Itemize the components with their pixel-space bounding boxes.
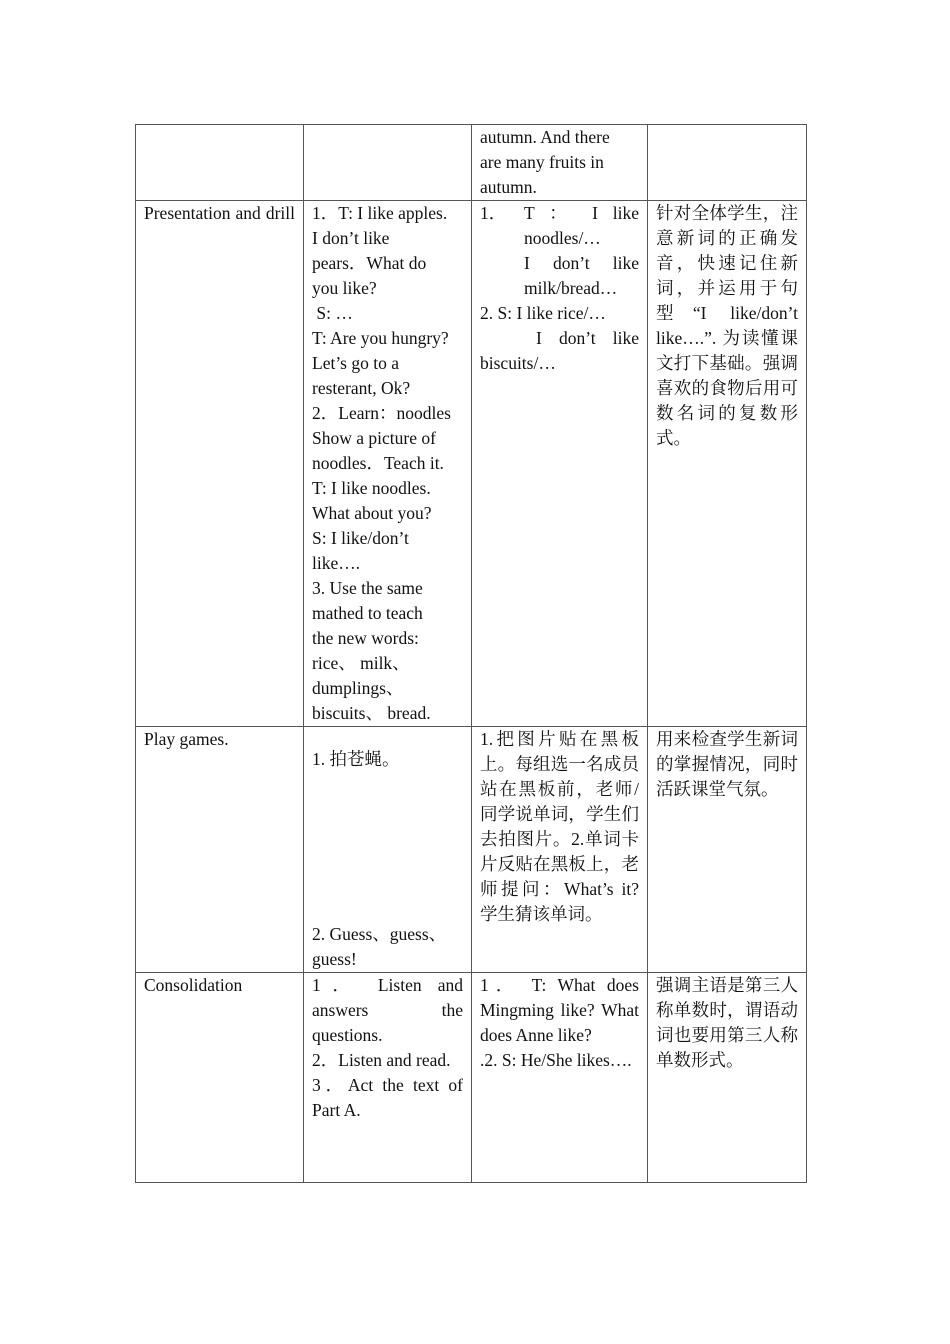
text-line: 1． Listen and answers the questions. (312, 975, 468, 1045)
teacher-cell (304, 125, 472, 201)
text-line: S: … (312, 303, 353, 323)
stage-cell: Consolidation (136, 973, 304, 1183)
stage-cell (136, 125, 304, 201)
table-row (136, 125, 807, 201)
text-line: What about you? (312, 503, 432, 523)
text-line: biscuits、 bread. (312, 703, 431, 723)
stage-cell: Presentation and drill (136, 201, 304, 727)
text-line: dumplings、 (312, 678, 404, 698)
student-cell: 1.把图片贴在黑板上。每组选一名成员站在黑板前，老师/ 同学说单词，学生们去拍图片。2.单词卡片反贴在黑板上，老师提问：What’s it? 学生猜该单词。 (472, 727, 648, 973)
text-line: the new words: (312, 628, 419, 648)
purpose-cell (648, 125, 807, 201)
table-row (136, 973, 807, 1183)
lesson-plan-table (135, 124, 807, 1183)
text-line: .2. S: He/She likes…. (480, 1050, 632, 1070)
teacher-cell (304, 727, 472, 973)
text-line: like…. (312, 553, 361, 573)
text-line: S: I like/don’t (312, 528, 409, 548)
purpose-cell: 用来检查学生新词的掌握情况，同时活跃课堂气氛。 (648, 727, 807, 973)
text-line: guess! (312, 949, 357, 969)
text-line: 2. Guess、guess、 (312, 924, 447, 944)
text-line: are many fruits in (480, 152, 604, 172)
text-line: milk/bread… (524, 278, 618, 298)
text-line: T ： I like (524, 203, 639, 223)
table-row (136, 727, 807, 973)
purpose-cell: 针对全体学生，注意新词的正确发音，快速记住新词，并运用于句型“I like/don’t like….”. 为读懂课文打下基础。强调喜欢的食物后用可数名词的复数形式。 (648, 201, 807, 727)
text-line: 2. S: I like rice/… (480, 303, 606, 323)
text-line: I don’t like (312, 228, 390, 248)
text-line: resterant, Ok? (312, 378, 411, 398)
text-line: Let’s go to a (312, 353, 399, 373)
text-line: 1. 拍苍蝇。 (312, 749, 400, 769)
text-line: 1． T: What does Mingming like? What does Anne like? (480, 975, 644, 1045)
text-line: T: Are you hungry? (312, 328, 449, 348)
teacher-cell (304, 201, 472, 727)
text-line: I don’t like (536, 328, 639, 348)
text-line: noodles/… (524, 228, 601, 248)
text-line: biscuits/… (480, 353, 556, 373)
text-line: 2．Listen and read. (312, 1050, 451, 1070)
text-line: 1．T: I like apples. (312, 203, 448, 223)
text-line: pears．What do (312, 253, 427, 273)
teacher-cell (304, 973, 472, 1183)
text-line: noodles．Teach it. (312, 453, 444, 473)
text-line: mathed to teach (312, 603, 423, 623)
text-line: 3．Act the text of Part A. (312, 1075, 468, 1120)
purpose-cell: 强调主语是第三人称单数时，谓语动词也要用第三人称单数形式。 (648, 973, 807, 1183)
text-line: I don’t like (524, 253, 639, 273)
text-line: you like? (312, 278, 377, 298)
text-line: 2．Learn：noodles (312, 403, 451, 423)
spacer (312, 772, 463, 922)
stage-cell: Play games. (136, 727, 304, 973)
text-line: 3. Use the same (312, 578, 423, 598)
student-cell (472, 125, 648, 201)
text-line: rice、 milk、 (312, 653, 410, 673)
text-line: autumn. And there (480, 127, 610, 147)
text-line: autumn. (480, 177, 537, 197)
text-line: T: I like noodles. (312, 478, 431, 498)
table-row (136, 201, 807, 727)
text-line: 1． (480, 203, 507, 223)
student-cell (472, 201, 648, 727)
text-line: Show a picture of (312, 428, 436, 448)
student-cell (472, 973, 648, 1183)
